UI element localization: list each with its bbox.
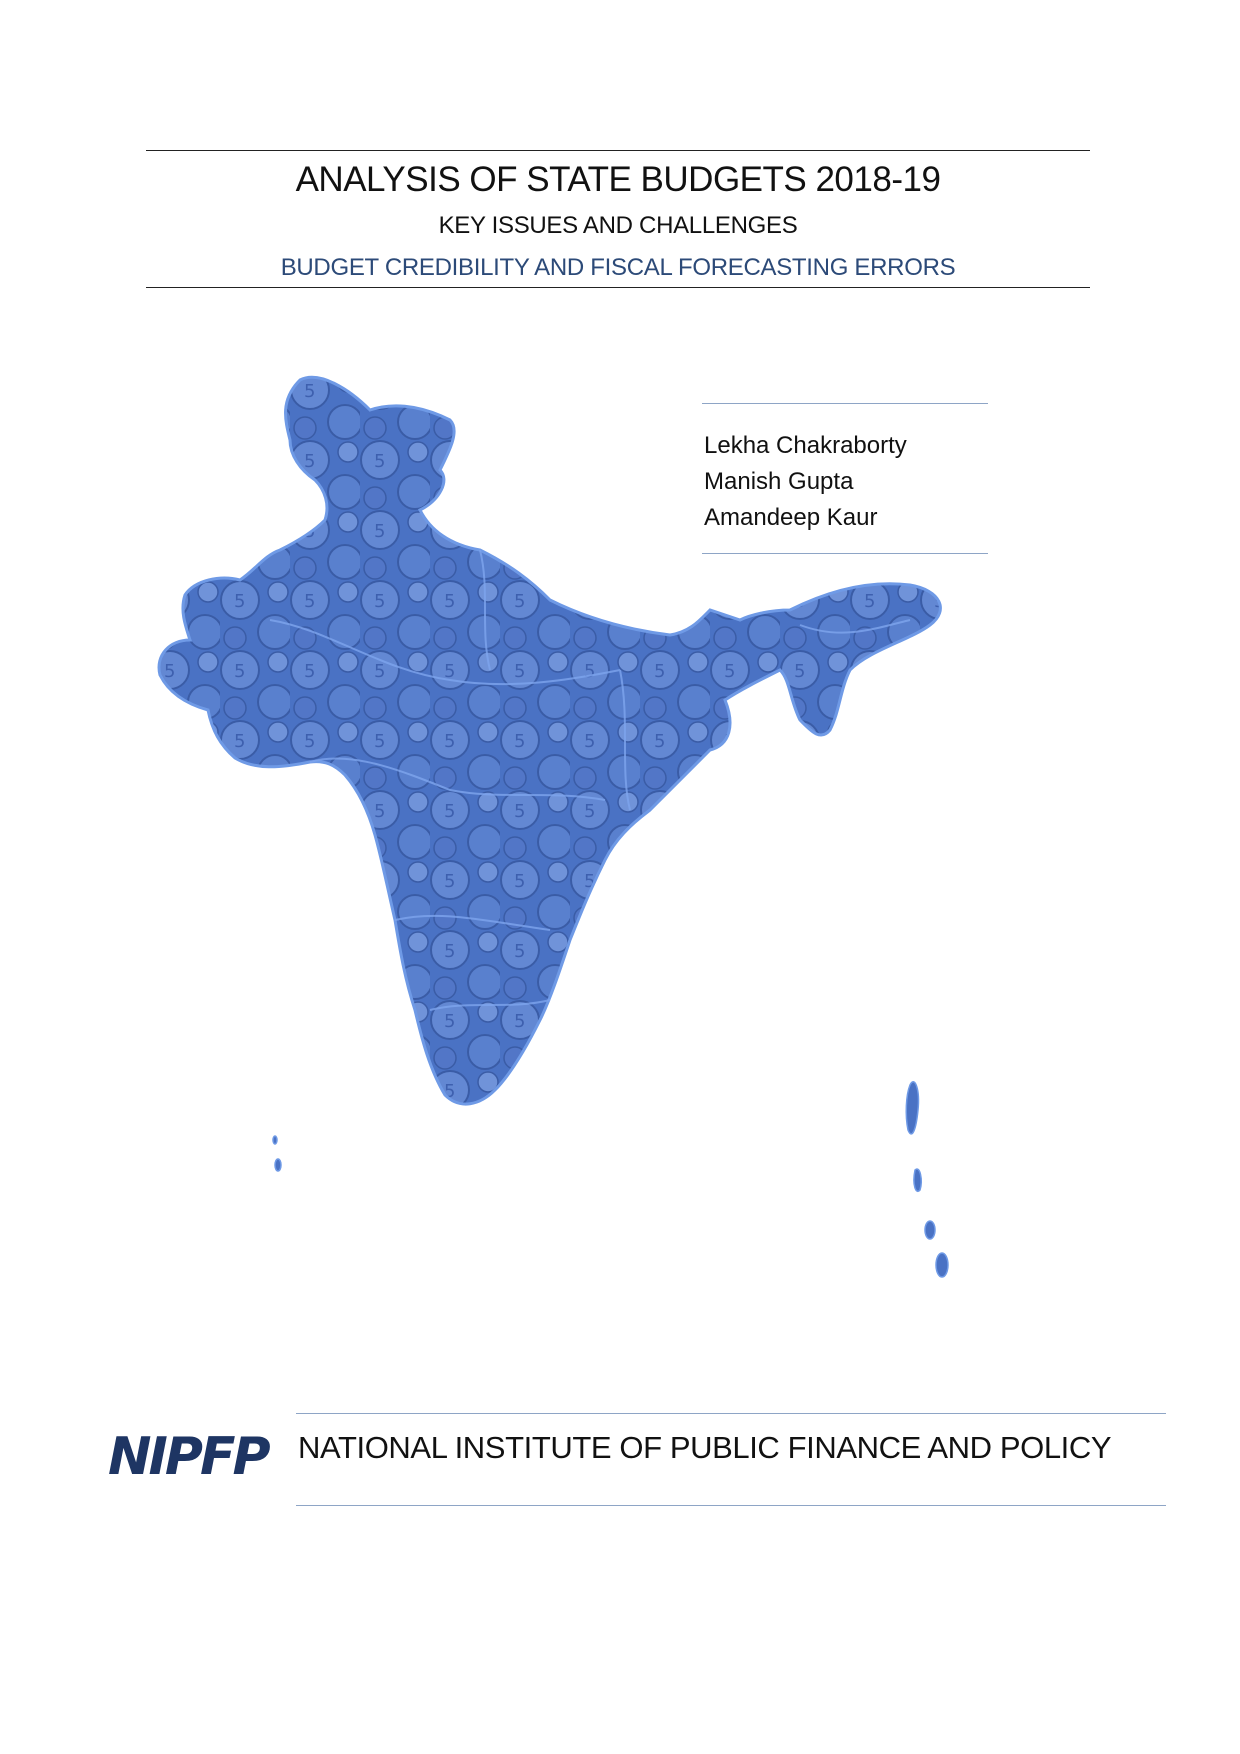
- document-title: ANALYSIS OF STATE BUDGETS 2018-19: [295, 160, 941, 199]
- authors-bottom-rule: [702, 553, 988, 554]
- title-top-rule: [146, 150, 1090, 151]
- document-subtitle: KEY ISSUES AND CHALLENGES: [438, 212, 798, 239]
- footer-top-rule: [296, 1413, 1166, 1414]
- authors-top-rule: [702, 403, 988, 404]
- author-name: Manish Gupta: [704, 468, 854, 495]
- author-list: [704, 428, 907, 536]
- svg-text:NIPFP: NIPFP: [108, 1427, 268, 1486]
- author-name: Amandeep Kaur: [704, 504, 878, 531]
- institute-name: NATIONAL INSTITUTE OF PUBLIC FINANCE AND POLICY: [298, 1430, 1112, 1465]
- document-topic: BUDGET CREDIBILITY AND FISCAL FORECASTING ERRORS: [280, 254, 956, 281]
- nipfp-logo: [106, 1424, 276, 1486]
- footer-bottom-rule: [296, 1505, 1166, 1506]
- india-coin-map: [150, 370, 1060, 1290]
- title-bottom-rule: [146, 287, 1090, 288]
- author-name: Lekha Chakraborty: [704, 432, 907, 459]
